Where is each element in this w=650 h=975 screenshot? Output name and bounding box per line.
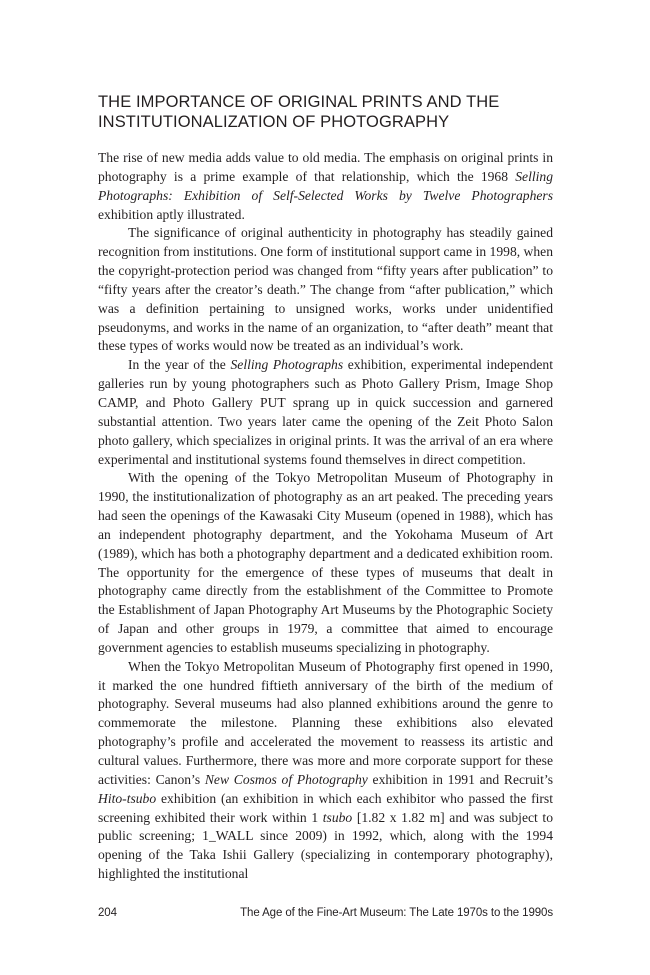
paragraph-1-text: The rise of new media adds value to old media. The emphasis on original prints in photography is a prime example of that relationship, which the 1968 (98, 150, 553, 184)
paragraph-3 (98, 356, 553, 469)
section-heading: THE IMPORTANCE OF ORIGINAL PRINTS AND THE INSTITUTIONALIZATION OF PHOTOGRAPHY (98, 93, 500, 131)
paragraph-5-text-end: [1.82 x 1.82 m] and was subject to public screening; 1_WALL since 2009) in 1992, which, along with the 1994 opening of the Taka Ishii Gallery (specializing in contemporary photography), highlighted the institutional (98, 809, 553, 882)
term-italic: tsubo (322, 809, 353, 825)
paragraph-4-text: With the opening of the Tokyo Metropolitan Museum of Photography in 1990, the institutionalization of photography as an art peaked. The preceding years had seen the openings of the Kawasaki City Museum (opened in 1988), which has an independent photography department, and the Yokohama Museum of Art (1989), which has both a photography department and a dedicated exhibition room. The opportunity for the emergence of these types of museums that dealt in photography came directly from the establishment of the Committee to Promote the Establishment of Japan Photography Art Museums by the Photographic Society of Japan and other groups in 1979, a committee that aimed to encourage government agencies to establish museums specializing in photography. (98, 470, 553, 655)
paragraph-2 (98, 224, 553, 356)
running-head: The Age of the Fine-Art Museum: The Late 1970s to the 1990s (240, 907, 553, 919)
page-number: 204 (98, 907, 117, 919)
paragraph-4 (98, 469, 553, 657)
paragraph-1 (98, 149, 553, 224)
paragraph-2-text: The significance of original authenticity in photography has steadily gained recognition from institutions. One form of institutional support came in 1998, when the copyright-protection period was changed from “fifty years after publication” to “fifty years after the creator’s death.” The change from “after publication,” which was a definition pertaining to unsigned works, works under unidentified pseudonyms, and works in the name of an organization, to “after death” meant that these types of works would now be treated as an individual’s work. (98, 225, 553, 354)
paragraph-5 (98, 658, 553, 884)
exhibition-title-italic: Selling Photographs (230, 357, 344, 373)
paragraph-1-text-end: exhibition aptly illustrated. (98, 206, 245, 222)
body-text (98, 149, 553, 884)
paragraph-3-text-end: exhibition, experimental independent galleries run by young photographers such as Photo Gallery Prism, Image Shop CAMP, and Photo Gallery PUT sprang up in quick succession and garnered substantial attention. Two years later came the opening of the Zeit Photo Salon photo gallery, which specializes in original prints. It was the arrival of an era where experimental and institutional systems found themselves in direct competition. (98, 357, 553, 467)
exhibition-title-italic: Selling Photographs: Exhibition of Self-Selected Works by Twelve Photographers (98, 168, 553, 203)
exhibition-title-italic: New Cosmos of Photography (204, 771, 368, 787)
paragraph-5-text: When the Tokyo Metropolitan Museum of Photography first opened in 1990, it marked the one hundred fiftieth anniversary of the birth of the medium of photography. Several museums had also planned exhibitions around the genre to commemorate the milestone. Planning these exhibitions also elevated photography’s profile and accelerated the movement to reassess its artistic and cultural values. Furthermore, there was more and more corporate support for these activities: Canon’s (98, 658, 553, 787)
paragraph-3-text: In the year of the (128, 357, 231, 373)
paragraph-5-text: exhibition (an exhibition in which each exhibitor who passed the first screening exhibited their work within 1 (98, 790, 553, 825)
exhibition-title-italic: Hito-tsubo (98, 790, 157, 806)
paragraph-5-text: exhibition in 1991 and Recruit’s (367, 771, 554, 787)
